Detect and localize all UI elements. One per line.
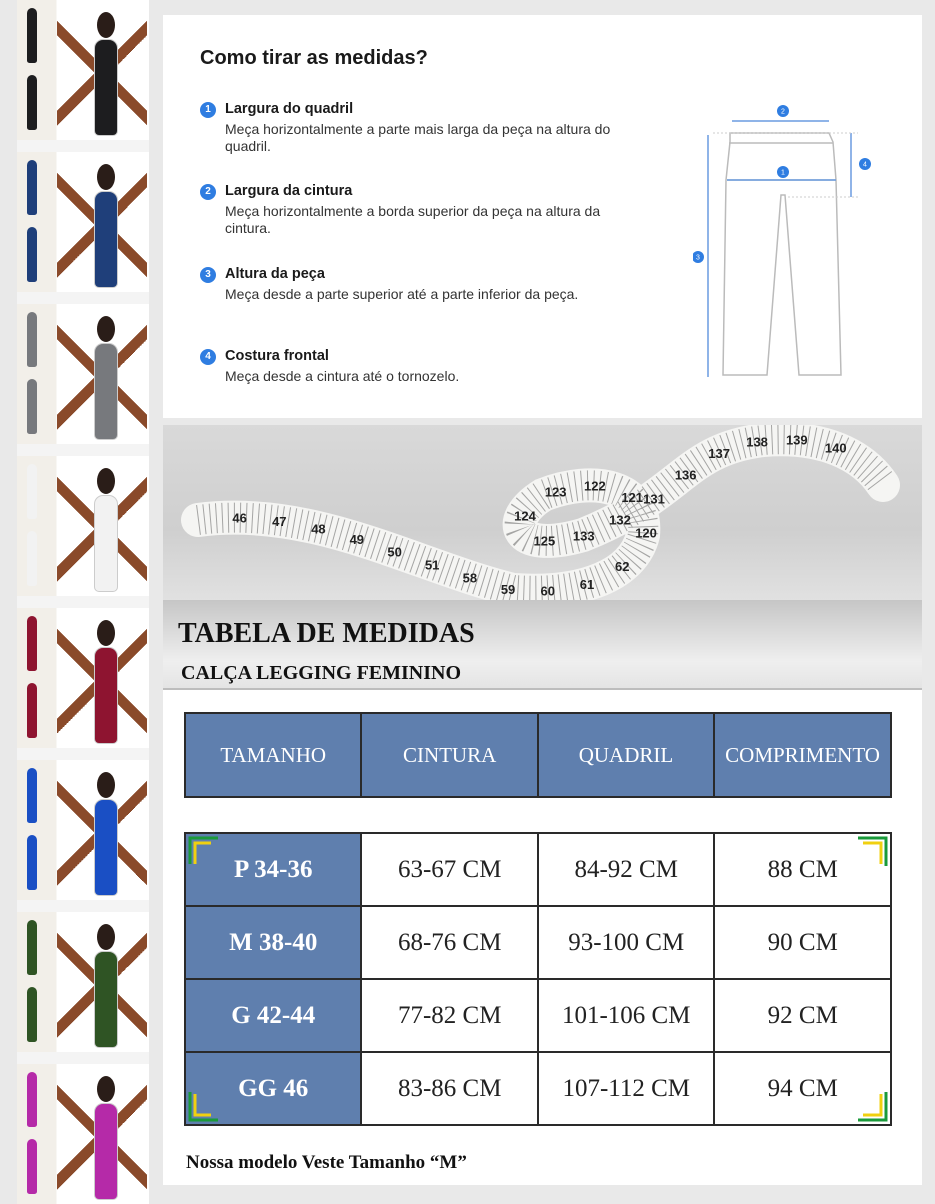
size-chart-section (163, 600, 922, 1185)
corner-decoration-icon (188, 1092, 218, 1122)
diagram-label: 2 (781, 108, 785, 116)
guide-title: Como tirar as medidas? (200, 47, 428, 69)
tape-number: 58 (462, 570, 478, 586)
thumbnail-strip (17, 0, 149, 1200)
hip-cell: 93-100 CM (538, 906, 715, 979)
step-front-seam (200, 348, 620, 385)
size-chart-header (163, 600, 922, 690)
corner-decoration-icon (858, 836, 888, 866)
table-row (185, 906, 891, 979)
tape-number: 47 (272, 513, 287, 529)
column-header-waist: CINTURA (361, 713, 537, 797)
tape-number: 137 (708, 445, 730, 461)
size-cell: GG 46 (185, 1052, 361, 1125)
tape-number: 60 (540, 583, 555, 599)
step-number-badge: 2 (200, 184, 216, 200)
tape-number: 131 (643, 491, 665, 507)
hip-cell: 84-92 CM (538, 833, 715, 906)
waist-cell: 77-82 CM (361, 979, 537, 1052)
length-cell: 94 CM (714, 1052, 891, 1125)
tape-number: 122 (584, 478, 606, 494)
hip-cell: 101-106 CM (538, 979, 715, 1052)
product-thumbnail-legging-azul-royal[interactable] (17, 760, 149, 900)
table-row (185, 979, 891, 1052)
size-cell: G 42-44 (185, 979, 361, 1052)
column-header-hip: QUADRIL (538, 713, 714, 797)
column-header-length: COMPRIMENTO (714, 713, 891, 797)
step-hip-width (200, 101, 620, 155)
table-row (185, 1052, 891, 1125)
tape-number: 120 (635, 525, 657, 541)
product-thumbnail-legging-cinza[interactable] (17, 304, 149, 444)
size-table-header (184, 712, 892, 798)
tape-number: 136 (674, 467, 697, 483)
size-chart-subtitle: CALÇA LEGGING FEMININO (181, 662, 462, 684)
step-number-badge: 3 (200, 267, 216, 283)
tape-number: 121 (621, 490, 644, 506)
step-number-badge: 1 (200, 102, 216, 118)
pants-diagram (693, 105, 893, 395)
product-thumbnail-legging-branca[interactable] (17, 456, 149, 596)
tape-number: 123 (544, 484, 567, 500)
measuring-tape-image (163, 425, 922, 600)
step-title: Largura do quadril (225, 101, 354, 117)
step-description: Meça desde a cintura até o tornozelo. (225, 368, 460, 384)
waist-cell: 83-86 CM (361, 1052, 537, 1125)
tape-number: 138 (746, 434, 768, 450)
product-thumbnail-legging-pink[interactable] (17, 1064, 149, 1204)
product-thumbnail-legging-verde[interactable] (17, 912, 149, 1052)
length-cell: 88 CM (714, 833, 891, 906)
model-size-note: Nossa modelo Veste Tamanho “M” (186, 1152, 467, 1173)
step-description: Meça horizontalmente a parte mais larga da peça na altura do quadril. (225, 121, 611, 154)
tape-number: 124 (514, 508, 536, 524)
step-waist-width (200, 183, 620, 237)
length-cell: 92 CM (714, 979, 891, 1052)
size-chart-title: TABELA DE MEDIDAS (178, 618, 475, 649)
tape-number: 125 (533, 533, 556, 549)
step-number-badge: 4 (200, 349, 216, 365)
tape-number: 51 (424, 557, 440, 573)
column-header-size: TAMANHO (185, 713, 361, 797)
waist-cell: 63-67 CM (361, 833, 537, 906)
step-title: Costura frontal (225, 348, 329, 364)
tape-number: 140 (824, 440, 847, 456)
tape-number: 139 (785, 432, 808, 448)
length-cell: 90 CM (714, 906, 891, 979)
diagram-label: 4 (863, 161, 867, 169)
waist-cell: 68-76 CM (361, 906, 537, 979)
product-thumbnail-legging-preta[interactable] (17, 0, 149, 140)
tape-number: 46 (232, 510, 247, 526)
tape-number: 132 (609, 512, 631, 528)
tape-number: 48 (311, 521, 326, 537)
tape-number: 133 (572, 528, 595, 544)
step-title: Altura da peça (225, 266, 325, 282)
product-thumbnail-legging-vinho[interactable] (17, 608, 149, 748)
product-thumbnail-legging-azul-marinho[interactable] (17, 152, 149, 292)
step-title: Largura da cintura (225, 183, 353, 199)
corner-decoration-icon (858, 1092, 888, 1122)
size-table-body (184, 832, 892, 1126)
corner-decoration-icon (188, 836, 218, 866)
diagram-label: 3 (696, 254, 700, 262)
tape-number: 49 (349, 531, 365, 547)
step-description: Meça horizontalmente a borda superior da peça na altura da cintura. (225, 203, 601, 236)
step-garment-height (200, 266, 620, 303)
tape-number: 61 (579, 576, 595, 592)
tape-number: 50 (387, 544, 402, 560)
diagram-label: 1 (781, 169, 785, 177)
measurement-guide-card (163, 15, 922, 418)
tape-number: 59 (500, 581, 516, 597)
step-description: Meça desde a parte superior até a parte inferior da peça. (225, 286, 579, 302)
size-cell: M 38-40 (185, 906, 361, 979)
tape-number: 62 (615, 559, 630, 575)
size-cell: P 34-36 (185, 833, 361, 906)
table-row (185, 833, 891, 906)
hip-cell: 107-112 CM (538, 1052, 715, 1125)
